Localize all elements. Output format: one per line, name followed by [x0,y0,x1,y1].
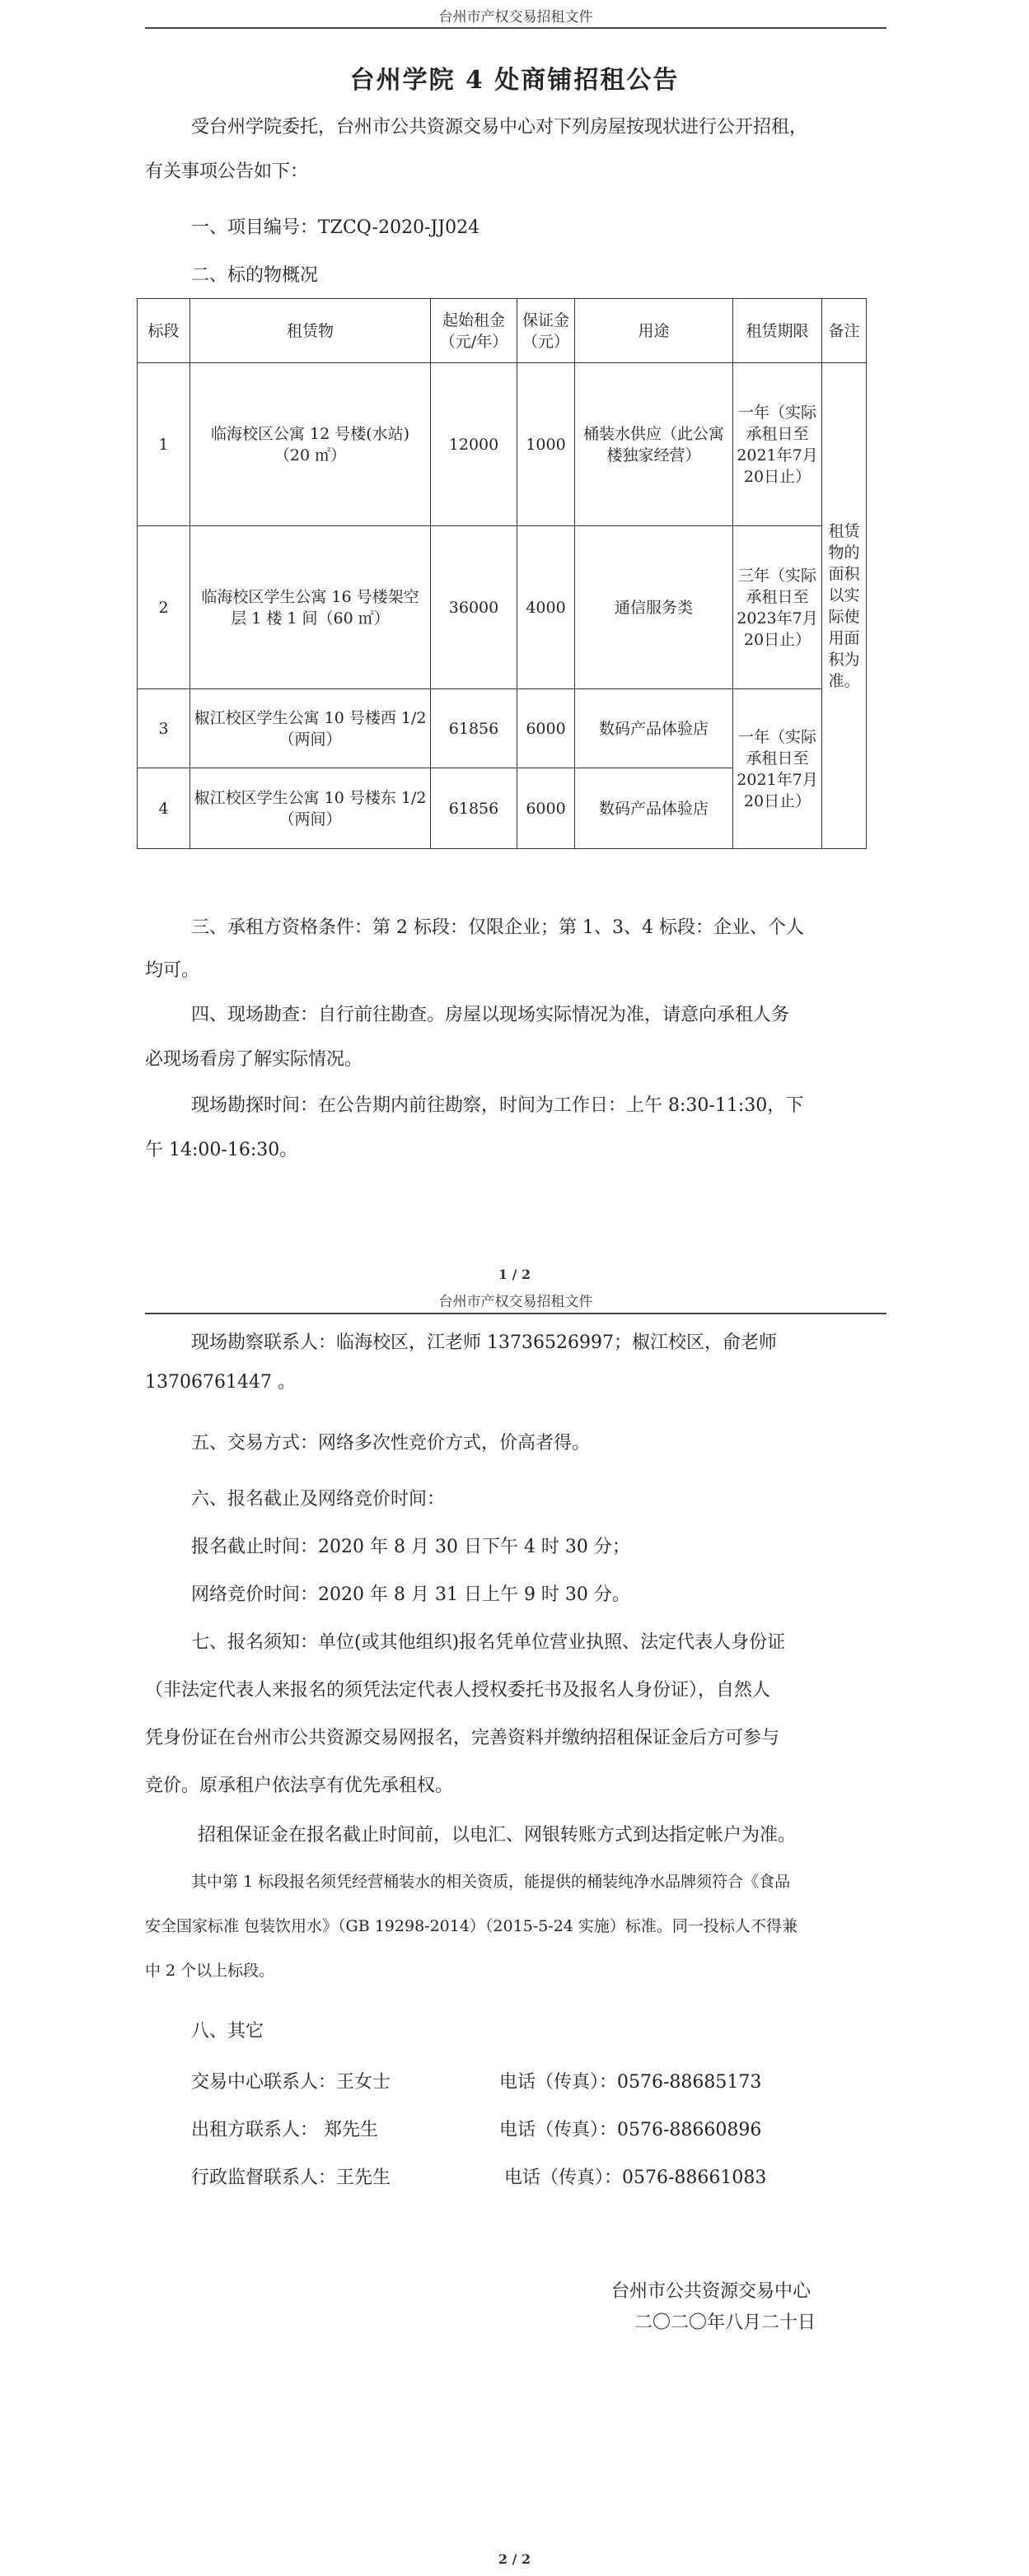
lease-table [137,298,867,849]
col-header: 备注 [822,299,867,363]
inspection-line-2: 必现场看房了解实际情况。 [145,1049,363,1070]
special-line-1: 其中第 1 标段报名须凭经营桶装水的相关资质，能提供的桶装纯净水品牌须符合《食品 [191,1873,791,1891]
table-header-row [138,299,867,363]
trade-method: 五、交易方式：网络多次性竞价方式，价高者得。 [191,1433,591,1454]
contact-label: 行政监督联系人：王先生 [191,2168,391,2188]
cell-use: 通信服务类 [575,526,733,689]
col-header: 租赁期限 [733,299,822,363]
cell-use: 数码产品体验店 [575,768,733,849]
notice-line-3: 凭身份证在台州市公共资源交易网报名，完善资料并缴纳招租保证金后方可参与 [145,1728,780,1748]
cell-id: 2 [138,526,190,689]
table-row [138,689,867,768]
cell-use: 桶装水供应（此公寓楼独家经营） [575,363,733,526]
auction-time: 网络竞价时间：2020 年 8 月 31 日上午 9 时 30 分。 [191,1584,630,1605]
cell-id: 4 [138,768,190,849]
cell-term: 三年（实际承租日至2023年7月20日止） [733,526,822,689]
page-number-1: 1 / 2 [498,1267,531,1282]
contact-phone: 电话（传真）：0576-88661083 [504,2168,767,2188]
cell-id: 3 [138,689,190,768]
table-row [138,526,867,689]
deposit-note: 招租保证金在报名截止时间前，以电汇、网银转账方式到达指定帐户为准。 [198,1825,797,1846]
signature-date: 二〇二〇年八月二十日 [634,2312,816,2333]
table-row [138,363,867,526]
intro-line-1: 受台州学院委托，台州市公共资源交易中心对下列房屋按现状进行公开招租， [191,117,808,138]
cell-term: 一年（实际承租日至2021年7月20日止） [733,363,822,526]
header-text: 台州市产权交易招租文件 [438,9,593,26]
section-heading-8: 八、其它 [191,2021,264,2042]
col-header: 起始租金（元/年） [431,299,517,363]
contact-label: 交易中心联系人：王女士 [191,2072,391,2093]
cell-deposit: 6000 [517,768,575,849]
special-line-2: 安全国家标准 包装饮用水》（GB 19298-2014）（2015-5-24 实施）标准。同一投标人不得兼 [145,1917,797,1935]
col-header: 租赁物 [190,299,431,363]
cell-item: 临海校区公寓 12 号楼(水站)（20 ㎡） [190,363,431,526]
qualification-line-2: 均可。 [145,960,200,981]
cell-use: 数码产品体验店 [575,689,733,768]
special-line-3: 中 2 个以上标段。 [145,1962,275,1980]
cell-deposit: 4000 [517,526,575,689]
header-divider [145,27,886,29]
section-heading-6: 六、报名截止及网络竞价时间： [191,1489,446,1510]
cell-term: 一年（实际承租日至2021年7月20日止） [733,689,822,849]
cell-remark: 租赁物的面积以实际使用面积为准。 [822,363,867,849]
inspection-line-1: 四、现场勘查：自行前往勘查。房屋以现场实际情况为准，请意向承租人务 [191,1005,790,1025]
cell-rent: 61856 [431,689,517,768]
inspection-time-line-1: 现场勘探时间：在公告期内前往勘察，时间为工作日：上午 8:30-11:30，下 [191,1095,804,1116]
col-header: 用途 [575,299,733,363]
cell-rent: 61856 [431,768,517,849]
section-heading-2: 二、标的物概况 [191,265,319,286]
registration-deadline: 报名截止时间：2020 年 8 月 30 日下午 4 时 30 分； [191,1537,630,1557]
header-divider [145,1313,886,1314]
cell-item: 临海校区学生公寓 16 号楼架空层 1 楼 1 间（60 ㎡） [190,526,431,689]
project-number: 一、项目编号：TZCQ-2020-JJ024 [191,217,480,238]
contact-person-line-1: 现场勘察联系人：临海校区，江老师 13736526997；椒江校区，俞老师 [191,1332,777,1353]
intro-line-2: 有关事项公告如下： [145,161,309,182]
contact-person-line-2: 13706761447 。 [145,1372,296,1393]
signature-organization: 台州市公共资源交易中心 [611,2281,812,2302]
col-header: 标段 [138,299,190,363]
contact-phone: 电话（传真）：0576-88685173 [499,2072,762,2093]
cell-rent: 36000 [431,526,517,689]
notice-line-4: 竞价。原承租户依法享有优先承租权。 [145,1776,454,1796]
qualification-line-1: 三、承租方资格条件：第 2 标段：仅限企业；第 1、3、4 标段：企业、个人 [191,917,804,938]
contact-label: 出租方联系人： 郑先生 [191,2120,378,2140]
header-text: 台州市产权交易招租文件 [438,1294,593,1310]
cell-rent: 12000 [431,363,517,526]
cell-item: 椒江校区学生公寓 10 号楼西 1/2（两间） [190,689,431,768]
notice-line-2: （非法定代表人来报名的须凭法定代表人授权委托书及报名人身份证），自然人 [145,1680,771,1701]
notice-line-1: 七、报名须知：单位(或其他组织)报名凭单位营业执照、法定代表人身份证 [191,1632,786,1653]
col-header: 保证金（元） [517,299,575,363]
cell-deposit: 6000 [517,689,575,768]
cell-deposit: 1000 [517,363,575,526]
cell-item: 椒江校区学生公寓 10 号楼东 1/2（两间） [190,768,431,849]
contact-phone: 电话（传真）：0576-88660896 [499,2120,762,2140]
page-number-2: 2 / 2 [498,2551,531,2567]
page-title: 台州学院 4 处商铺招租公告 [349,66,680,95]
inspection-time-line-2: 午 14:00-16:30。 [145,1140,298,1160]
cell-id: 1 [138,363,190,526]
